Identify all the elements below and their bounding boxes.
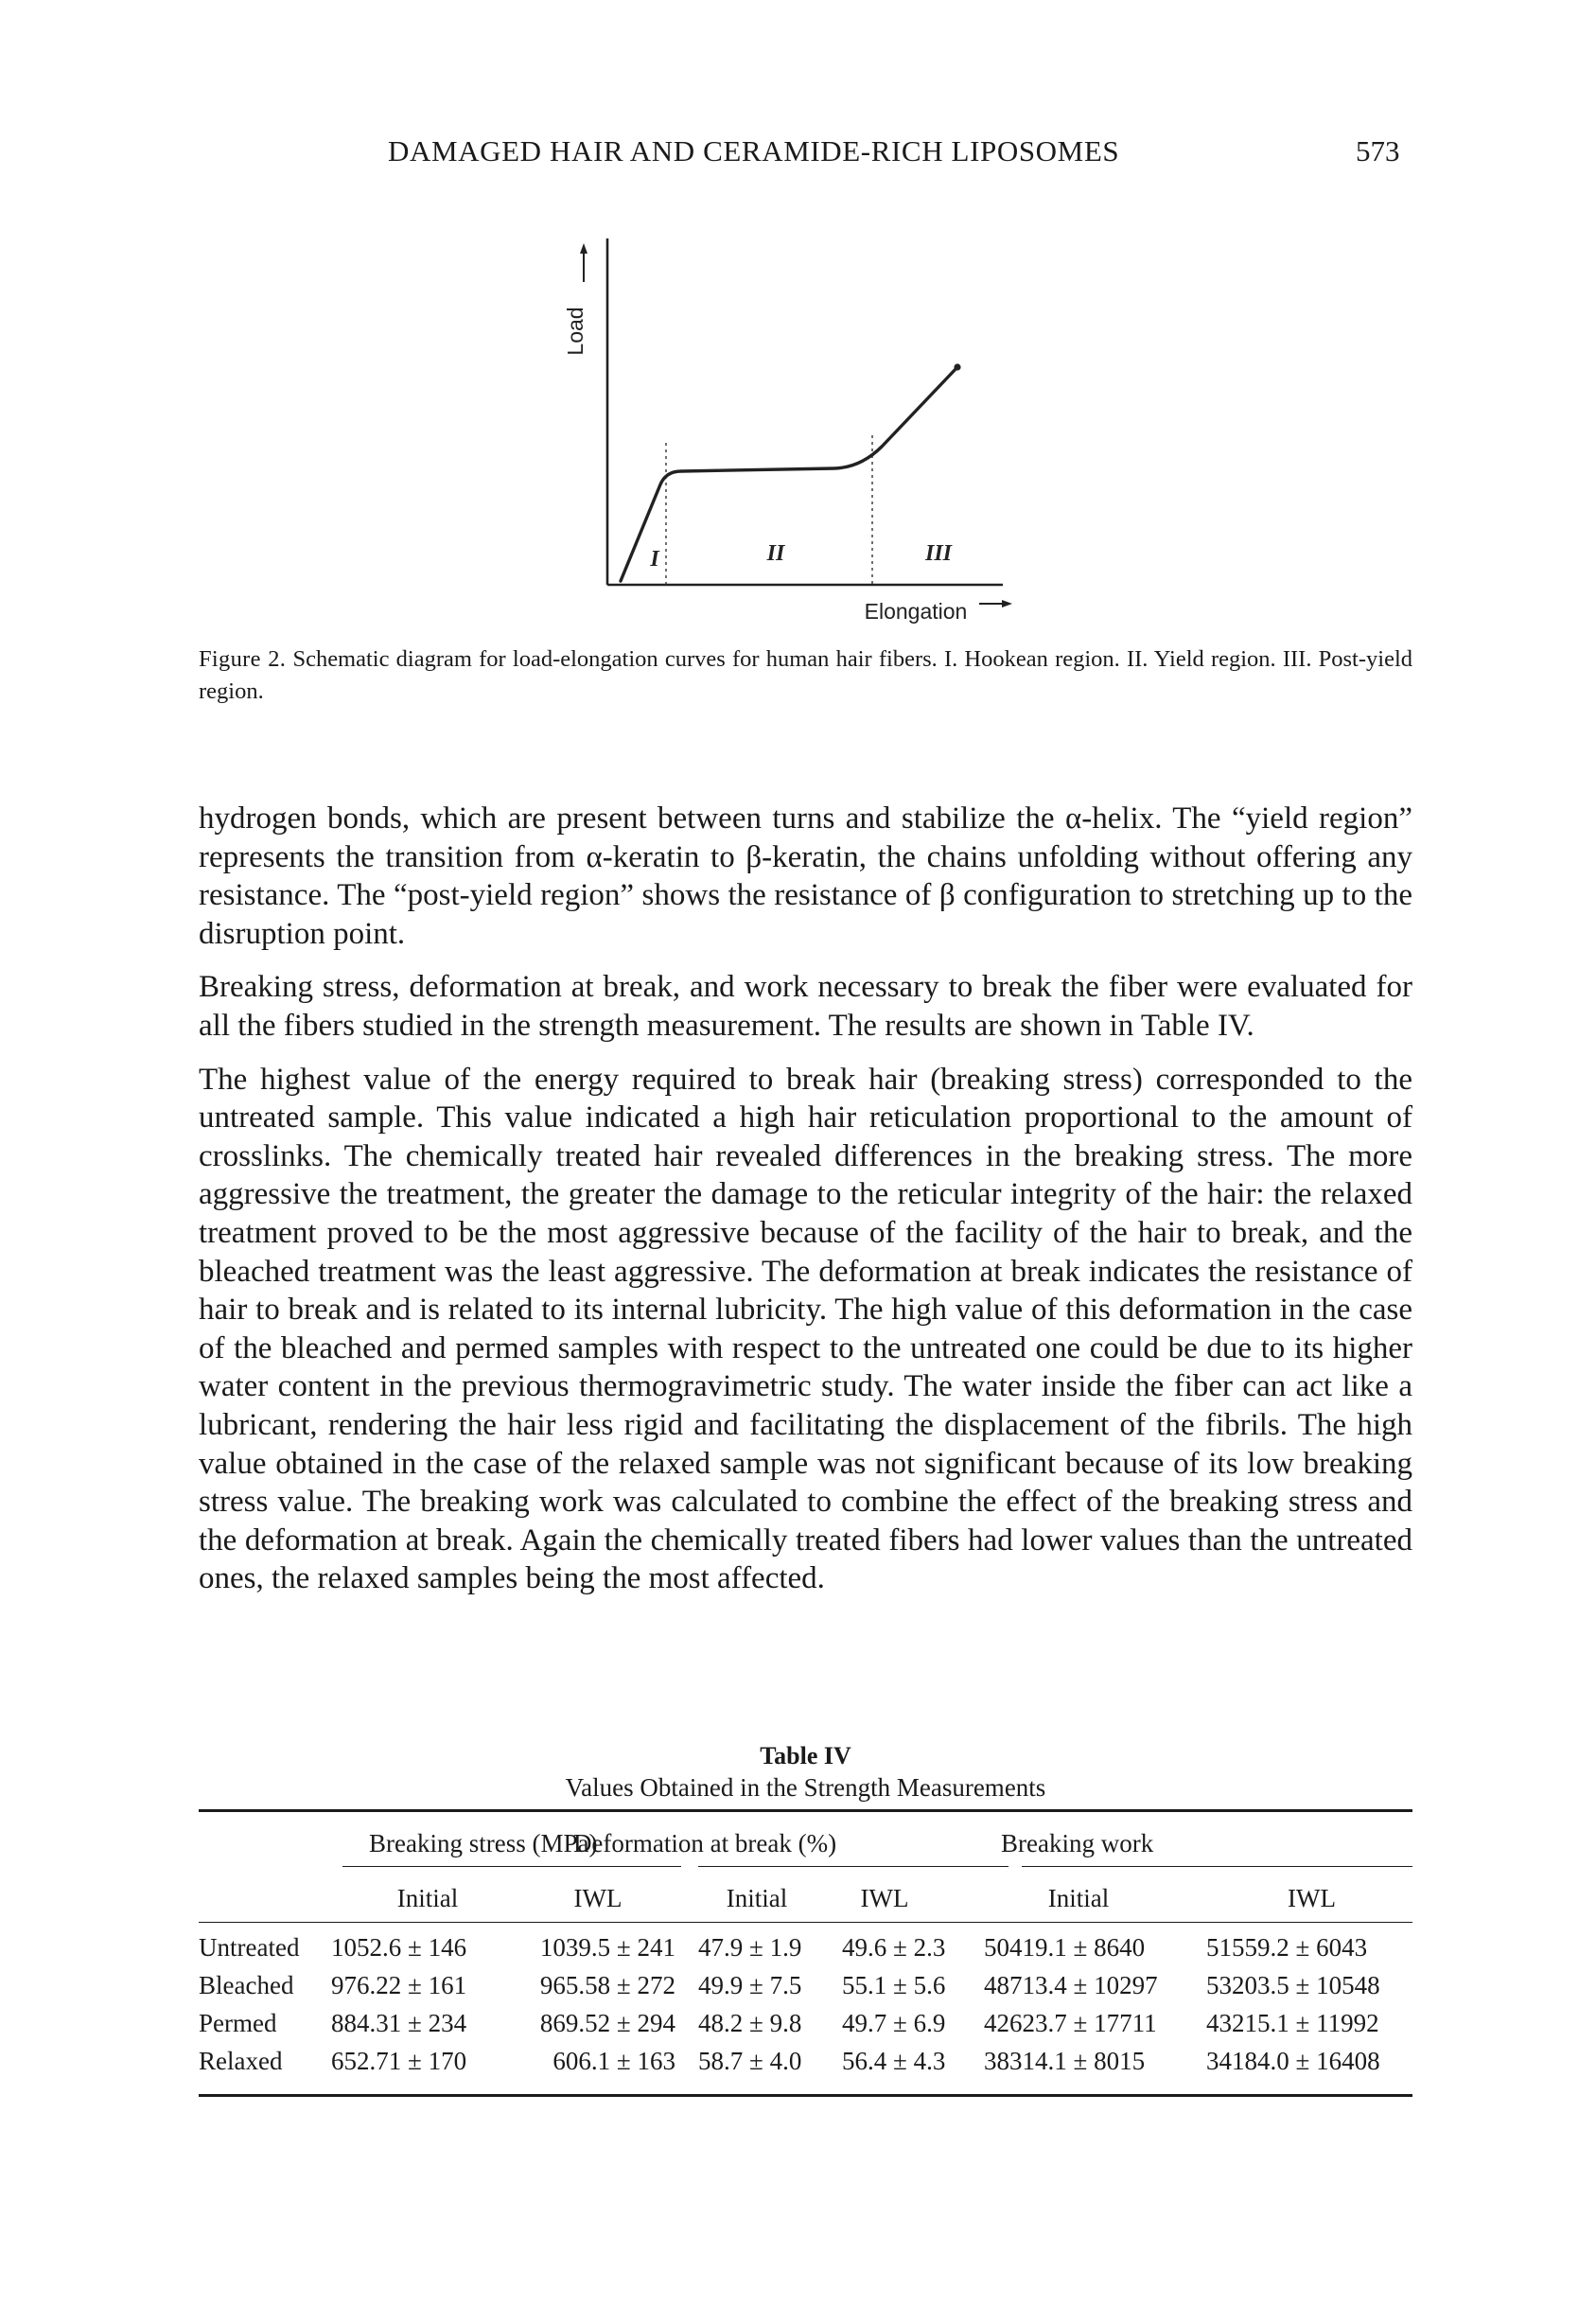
sub-header-iwl-3: IWL — [1288, 1884, 1336, 1912]
table-cell: 976.22 ± 161 — [331, 1971, 467, 1999]
sub-header-initial-3: Initial — [1047, 1884, 1110, 1912]
table-cell: 49.7 ± 6.9 — [842, 2009, 946, 2037]
table-subtitle: Values Obtained in the Strength Measurements — [565, 1773, 1046, 1802]
table-cell: 53203.5 ± 10548 — [1206, 1971, 1380, 1999]
y-axis-arrowhead — [580, 243, 588, 254]
table-cell: 606.1 ± 163 — [552, 2047, 675, 2075]
table-cell: 51559.2 ± 6043 — [1206, 1933, 1368, 1962]
table-cell: 48.2 ± 9.8 — [698, 2009, 802, 2037]
table-cell: 965.58 ± 272 — [539, 1971, 675, 1999]
paragraph-3: The highest value of the energy required to break hair (breaking stress) corresponded to the untreated sample. This value indicated a high hair reticulation proportional to the amount of crosslinks. The chemically treated hair revealed differences in the breaking stress. The more aggressive the treatment, the greater the damage to the reticular integrity of the hair: the relaxed treatment proved to be the most aggressive because of the facility of the hair to break, and the bleached treatment was the least aggressive. The deformation at break indicates the resistance of hair to break and is related to its internal lubricity. The high value of this deformation in the case of the bleached and permed samples with respect to the untreated one could be due to its higher water content in the previous thermogravimetric study. The water inside the fiber can act like a lubricant, rendering the hair less rigid and facilitating the displacement of the fibrils. The high value obtained in the case of the relaxed sample was not significant because of its low breaking stress value. The breaking work was calculated to combine the effect of the breaking stress and the deformation at break. Again the chemically treated fibers had lower values than the untreated ones, the relaxed samples being the most affected. — [199, 1062, 1412, 1596]
table-cell: 47.9 ± 1.9 — [698, 1933, 802, 1962]
load-elongation-diagram — [530, 227, 1079, 634]
table-title: Table IV — [760, 1742, 851, 1769]
sub-header-initial-1: Initial — [396, 1884, 459, 1912]
group-header-deformation: Deformation at break (%) — [572, 1829, 837, 1857]
table-grid — [199, 1812, 1412, 2075]
sub-header-initial-2: Initial — [726, 1884, 788, 1912]
table-cell: 34184.0 ± 16408 — [1206, 2047, 1380, 2075]
figure-caption-label: Figure 2. — [199, 646, 287, 672]
group-underline-3 — [1022, 1866, 1412, 1867]
y-axis-label: Load — [563, 307, 588, 356]
row-label: Permed — [199, 2009, 277, 2037]
region-label-2: II — [766, 541, 785, 566]
table-cell: 48713.4 ± 10297 — [984, 1971, 1158, 1999]
x-axis-arrowhead — [1002, 600, 1012, 607]
group-header-breaking-work: Breaking work — [1001, 1829, 1154, 1857]
table-iv — [199, 1741, 1412, 2097]
table-cell: 43215.1 ± 11992 — [1206, 2009, 1379, 2037]
table-cell: 58.7 ± 4.0 — [698, 2047, 802, 2075]
table-cell: 884.31 ± 234 — [331, 2009, 467, 2037]
figure-caption-text: Schematic diagram for load-elongation curves for human hair fibers. I. Hookean region. II. Yield region. III. Post-yield region. — [199, 646, 1413, 704]
running-title: DAMAGED HAIR AND CERAMIDE-RICH LIPOSOMES — [388, 134, 1120, 167]
table-cell: 49.9 ± 7.5 — [698, 1971, 802, 1999]
row-label: Untreated — [199, 1933, 300, 1962]
table-header-rule — [199, 1922, 1412, 1923]
group-header-breaking-stress: Breaking stress (MPa) — [369, 1829, 598, 1857]
table-cell: 42623.7 ± 17711 — [984, 2009, 1157, 2037]
group-underline-2 — [698, 1866, 1008, 1867]
row-label: Relaxed — [199, 2047, 283, 2075]
paragraph-1: hydrogen bonds, which are present between turns and stabilize the α-helix. The “yield region” represents the transition from α-keratin to β-keratin, the chains unfolding without offering any resistance. The “post-yield region” shows the resistance of β configuration to stretching up to the disruption point. — [199, 801, 1412, 951]
region-label-1: I — [650, 547, 659, 572]
x-axis-label: Elongation — [864, 599, 968, 624]
table-cell: 869.52 ± 294 — [539, 2009, 675, 2037]
table-cell: 56.4 ± 4.3 — [842, 2047, 946, 2075]
table-cell: 652.71 ± 170 — [331, 2047, 467, 2075]
table-cell: 50419.1 ± 8640 — [984, 1933, 1146, 1962]
figure-load-elongation — [530, 227, 1079, 634]
table-cell: 1052.6 ± 146 — [331, 1933, 467, 1962]
table-bottom-rule — [199, 2094, 1412, 2097]
table-cell: 49.6 ± 2.3 — [842, 1933, 946, 1962]
row-label: Bleached — [199, 1971, 294, 1999]
sub-header-iwl-2: IWL — [860, 1884, 909, 1912]
page-number: 573 — [1356, 134, 1400, 167]
body-text — [199, 800, 1412, 1613]
load-elongation-curve — [621, 367, 957, 581]
table-cell: 1039.5 ± 241 — [539, 1933, 675, 1962]
sub-header-iwl-1: IWL — [573, 1884, 623, 1912]
paragraph-2: Breaking stress, deformation at break, and work necessary to break the fiber were evaluated for all the fibers studied in the strength measurement. The results are shown in Table IV. — [199, 970, 1412, 1043]
figure-caption — [199, 643, 1412, 708]
table-cell: 38314.1 ± 8015 — [984, 2047, 1146, 2075]
region-label-3: III — [924, 541, 953, 566]
group-underline-1 — [342, 1866, 681, 1867]
running-header — [0, 134, 1596, 172]
rupture-point — [954, 363, 960, 370]
table-cell: 55.1 ± 5.6 — [842, 1971, 946, 1999]
